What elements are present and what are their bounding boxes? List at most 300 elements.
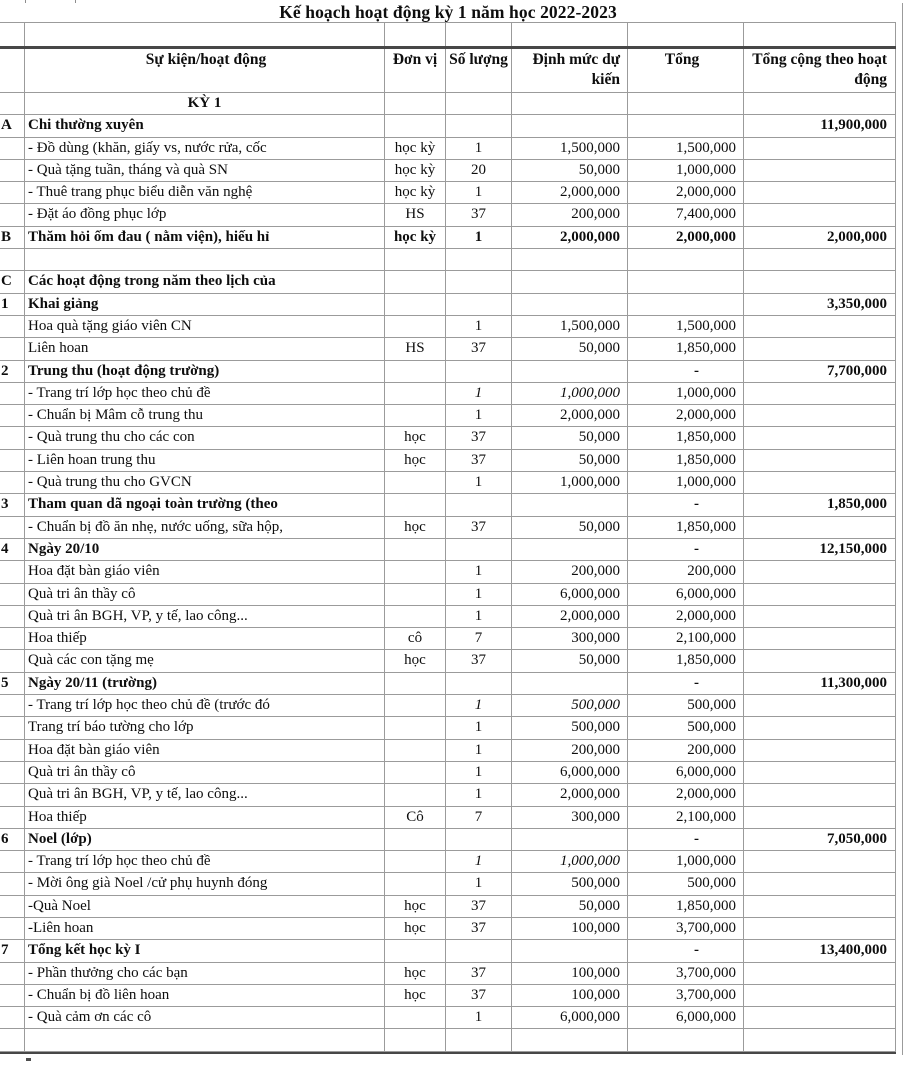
total-cell[interactable] <box>628 1029 744 1050</box>
spreadsheet-cell[interactable] <box>446 23 512 46</box>
quantity-cell[interactable]: 37 <box>446 204 512 225</box>
rate-cell[interactable]: 2,000,000 <box>512 606 628 627</box>
activity-total-cell[interactable] <box>744 963 896 984</box>
unit-cell[interactable] <box>385 762 446 783</box>
activity-cell[interactable]: Chi thường xuyên <box>25 115 385 136</box>
activity-total-cell[interactable] <box>744 271 896 292</box>
unit-cell[interactable] <box>385 740 446 761</box>
quantity-cell[interactable] <box>446 294 512 315</box>
unit-cell[interactable] <box>385 606 446 627</box>
rate-cell[interactable]: 1,000,000 <box>512 472 628 493</box>
row-id-cell[interactable] <box>0 985 25 1006</box>
activity-cell[interactable]: Quà tri ân BGH, VP, y tế, lao công... <box>25 606 385 627</box>
activity-cell[interactable]: - Chuẩn bị đồ ăn nhẹ, nước uống, sữa hộp, <box>25 517 385 538</box>
total-cell[interactable]: 3,700,000 <box>628 963 744 984</box>
row-id-cell[interactable] <box>0 1029 25 1050</box>
row-id-cell[interactable]: 7 <box>0 940 25 961</box>
unit-cell[interactable]: học <box>385 427 446 448</box>
activity-total-cell[interactable]: 11,300,000 <box>744 673 896 694</box>
activity-cell[interactable]: Tham quan dã ngoại toàn trường (theo <box>25 494 385 515</box>
activity-cell[interactable]: Tổng kết học kỳ I <box>25 940 385 961</box>
row-id-cell[interactable] <box>0 717 25 738</box>
quantity-cell[interactable]: 37 <box>446 338 512 359</box>
total-cell[interactable]: 200,000 <box>628 561 744 582</box>
row-id-cell[interactable] <box>0 628 25 649</box>
row-id-cell[interactable]: 2 <box>0 361 25 382</box>
activity-total-cell[interactable] <box>744 918 896 939</box>
total-cell[interactable]: - <box>628 494 744 515</box>
quantity-cell[interactable] <box>446 673 512 694</box>
unit-cell[interactable]: học kỳ <box>385 160 446 181</box>
rate-cell[interactable]: 50,000 <box>512 517 628 538</box>
unit-cell[interactable] <box>385 940 446 961</box>
quantity-cell[interactable]: 1 <box>446 227 512 248</box>
row-id-cell[interactable] <box>0 405 25 426</box>
quantity-cell[interactable]: 37 <box>446 450 512 471</box>
rate-cell[interactable]: 1,500,000 <box>512 138 628 159</box>
rate-cell[interactable]: 200,000 <box>512 561 628 582</box>
activity-cell[interactable]: Quà tri ân thầy cô <box>25 584 385 605</box>
total-cell[interactable] <box>628 294 744 315</box>
rate-cell[interactable]: 300,000 <box>512 807 628 828</box>
activity-cell[interactable]: Hoa thiếp <box>25 628 385 649</box>
quantity-cell[interactable]: 37 <box>446 985 512 1006</box>
total-cell[interactable]: 1,000,000 <box>628 851 744 872</box>
rate-cell[interactable]: 50,000 <box>512 896 628 917</box>
total-cell[interactable]: 6,000,000 <box>628 584 744 605</box>
header-rate-cell[interactable]: Định mức dự kiến <box>512 49 628 93</box>
row-id-cell[interactable]: 3 <box>0 494 25 515</box>
total-cell[interactable]: 7,400,000 <box>628 204 744 225</box>
spreadsheet-cell[interactable] <box>25 23 385 46</box>
activity-cell[interactable]: Khai giảng <box>25 294 385 315</box>
total-cell[interactable] <box>628 271 744 292</box>
unit-cell[interactable] <box>385 784 446 805</box>
row-id-cell[interactable]: 1 <box>0 294 25 315</box>
header-total-cell[interactable]: Tổng <box>628 49 744 93</box>
total-cell[interactable]: 6,000,000 <box>628 1007 744 1028</box>
total-cell[interactable]: - <box>628 361 744 382</box>
activity-total-cell[interactable] <box>744 606 896 627</box>
row-id-cell[interactable] <box>0 762 25 783</box>
row-id-cell[interactable] <box>0 784 25 805</box>
quantity-cell[interactable]: 1 <box>446 383 512 404</box>
total-cell[interactable]: 2,000,000 <box>628 606 744 627</box>
activity-cell[interactable] <box>25 249 385 270</box>
rate-cell[interactable] <box>512 294 628 315</box>
activity-total-cell[interactable] <box>744 628 896 649</box>
row-id-cell[interactable] <box>0 338 25 359</box>
unit-cell[interactable]: học <box>385 517 446 538</box>
rate-cell[interactable] <box>512 271 628 292</box>
activity-total-cell[interactable]: 7,700,000 <box>744 361 896 382</box>
rate-cell[interactable] <box>512 115 628 136</box>
activity-total-cell[interactable] <box>744 561 896 582</box>
rate-cell[interactable] <box>512 829 628 850</box>
total-cell[interactable]: 2,100,000 <box>628 807 744 828</box>
unit-cell[interactable] <box>385 695 446 716</box>
row-id-cell[interactable]: C <box>0 271 25 292</box>
total-cell[interactable]: 1,000,000 <box>628 383 744 404</box>
unit-cell[interactable] <box>385 249 446 270</box>
total-cell[interactable]: 1,850,000 <box>628 650 744 671</box>
row-id-cell[interactable] <box>0 896 25 917</box>
row-id-cell[interactable] <box>0 918 25 939</box>
activity-total-cell[interactable] <box>744 584 896 605</box>
activity-cell[interactable]: - Quà cảm ơn các cô <box>25 1007 385 1028</box>
unit-cell[interactable] <box>385 829 446 850</box>
rate-cell[interactable]: 500,000 <box>512 873 628 894</box>
total-cell[interactable]: 500,000 <box>628 873 744 894</box>
activity-cell[interactable]: KỲ 1 <box>25 93 385 114</box>
quantity-cell[interactable]: 1 <box>446 138 512 159</box>
quantity-cell[interactable] <box>446 115 512 136</box>
spreadsheet-cell[interactable] <box>385 23 446 46</box>
quantity-cell[interactable]: 1 <box>446 762 512 783</box>
unit-cell[interactable] <box>385 717 446 738</box>
rate-cell[interactable]: 100,000 <box>512 985 628 1006</box>
total-cell[interactable]: 1,000,000 <box>628 472 744 493</box>
total-cell[interactable] <box>628 115 744 136</box>
activity-total-cell[interactable] <box>744 405 896 426</box>
activity-total-cell[interactable]: 11,900,000 <box>744 115 896 136</box>
activity-total-cell[interactable] <box>744 383 896 404</box>
unit-cell[interactable] <box>385 561 446 582</box>
row-id-cell[interactable] <box>0 561 25 582</box>
unit-cell[interactable] <box>385 673 446 694</box>
header-unit-cell[interactable]: Đơn vị <box>385 49 446 93</box>
total-cell[interactable]: 2,000,000 <box>628 227 744 248</box>
spreadsheet-cell[interactable] <box>0 23 25 46</box>
activity-cell[interactable]: - Chuẩn bị đồ liên hoan <box>25 985 385 1006</box>
rate-cell[interactable]: 2,000,000 <box>512 784 628 805</box>
row-id-cell[interactable]: B <box>0 227 25 248</box>
quantity-cell[interactable] <box>446 829 512 850</box>
row-id-cell[interactable] <box>0 427 25 448</box>
unit-cell[interactable]: HS <box>385 338 446 359</box>
unit-cell[interactable] <box>385 1029 446 1050</box>
quantity-cell[interactable]: 37 <box>446 650 512 671</box>
activity-total-cell[interactable] <box>744 717 896 738</box>
activity-cell[interactable]: Ngày 20/10 <box>25 539 385 560</box>
total-cell[interactable]: 500,000 <box>628 695 744 716</box>
activity-cell[interactable]: - Quà trung thu cho các con <box>25 427 385 448</box>
total-cell[interactable]: 500,000 <box>628 717 744 738</box>
header-quantity-cell[interactable]: Số lượng <box>446 49 512 93</box>
activity-cell[interactable]: - Phần thưởng cho các bạn <box>25 963 385 984</box>
unit-cell[interactable]: HS <box>385 204 446 225</box>
row-id-cell[interactable] <box>0 963 25 984</box>
activity-total-cell[interactable] <box>744 695 896 716</box>
total-cell[interactable]: 1,850,000 <box>628 450 744 471</box>
quantity-cell[interactable]: 1 <box>446 695 512 716</box>
unit-cell[interactable] <box>385 361 446 382</box>
spreadsheet-cell[interactable] <box>628 23 744 46</box>
unit-cell[interactable]: học <box>385 650 446 671</box>
rate-cell[interactable]: 200,000 <box>512 740 628 761</box>
activity-total-cell[interactable]: 7,050,000 <box>744 829 896 850</box>
quantity-cell[interactable]: 37 <box>446 896 512 917</box>
quantity-cell[interactable] <box>446 1029 512 1050</box>
activity-cell[interactable]: -Liên hoan <box>25 918 385 939</box>
quantity-cell[interactable]: 37 <box>446 918 512 939</box>
quantity-cell[interactable]: 1 <box>446 606 512 627</box>
rate-cell[interactable]: 300,000 <box>512 628 628 649</box>
activity-total-cell[interactable] <box>744 204 896 225</box>
rate-cell[interactable]: 100,000 <box>512 963 628 984</box>
activity-cell[interactable]: Noel (lớp) <box>25 829 385 850</box>
total-cell[interactable]: 2,000,000 <box>628 405 744 426</box>
rate-cell[interactable]: 1,500,000 <box>512 316 628 337</box>
quantity-cell[interactable]: 7 <box>446 628 512 649</box>
row-id-cell[interactable] <box>0 650 25 671</box>
unit-cell[interactable] <box>385 115 446 136</box>
row-id-cell[interactable] <box>0 740 25 761</box>
rate-cell[interactable] <box>512 93 628 114</box>
rate-cell[interactable]: 2,000,000 <box>512 227 628 248</box>
row-id-cell[interactable] <box>0 204 25 225</box>
unit-cell[interactable]: cô <box>385 628 446 649</box>
unit-cell[interactable] <box>385 93 446 114</box>
quantity-cell[interactable]: 1 <box>446 584 512 605</box>
activity-cell[interactable]: - Quà tặng tuần, tháng và quà SN <box>25 160 385 181</box>
rate-cell[interactable] <box>512 673 628 694</box>
total-cell[interactable]: - <box>628 940 744 961</box>
unit-cell[interactable] <box>385 539 446 560</box>
total-cell[interactable]: 2,000,000 <box>628 784 744 805</box>
quantity-cell[interactable]: 1 <box>446 1007 512 1028</box>
rate-cell[interactable]: 50,000 <box>512 338 628 359</box>
row-id-cell[interactable] <box>0 807 25 828</box>
rate-cell[interactable] <box>512 940 628 961</box>
activity-cell[interactable]: - Thuê trang phục biểu diễn văn nghệ <box>25 182 385 203</box>
activity-total-cell[interactable] <box>744 1029 896 1050</box>
activity-total-cell[interactable] <box>744 249 896 270</box>
rate-cell[interactable]: 1,000,000 <box>512 383 628 404</box>
unit-cell[interactable]: học <box>385 450 446 471</box>
quantity-cell[interactable]: 37 <box>446 517 512 538</box>
activity-cell[interactable]: - Trang trí lớp học theo chủ đề <box>25 383 385 404</box>
row-id-cell[interactable] <box>0 383 25 404</box>
activity-cell[interactable]: Liên hoan <box>25 338 385 359</box>
unit-cell[interactable]: học <box>385 918 446 939</box>
total-cell[interactable]: 2,100,000 <box>628 628 744 649</box>
activity-total-cell[interactable]: 3,350,000 <box>744 294 896 315</box>
rate-cell[interactable]: 6,000,000 <box>512 584 628 605</box>
activity-total-cell[interactable] <box>744 762 896 783</box>
unit-cell[interactable] <box>385 271 446 292</box>
unit-cell[interactable] <box>385 584 446 605</box>
activity-cell[interactable]: Quà tri ân thầy cô <box>25 762 385 783</box>
row-id-cell[interactable] <box>0 873 25 894</box>
activity-cell[interactable]: Các hoạt động trong năm theo lịch của <box>25 271 385 292</box>
quantity-cell[interactable]: 1 <box>446 405 512 426</box>
activity-cell[interactable]: Hoa quà tặng giáo viên CN <box>25 316 385 337</box>
unit-cell[interactable]: Cô <box>385 807 446 828</box>
row-id-cell[interactable] <box>0 160 25 181</box>
row-id-cell[interactable]: 4 <box>0 539 25 560</box>
quantity-cell[interactable] <box>446 361 512 382</box>
row-id-cell[interactable]: 5 <box>0 673 25 694</box>
quantity-cell[interactable] <box>446 539 512 560</box>
rate-cell[interactable]: 6,000,000 <box>512 762 628 783</box>
quantity-cell[interactable] <box>446 93 512 114</box>
quantity-cell[interactable]: 1 <box>446 851 512 872</box>
unit-cell[interactable] <box>385 494 446 515</box>
activity-cell[interactable]: Trung thu (hoạt động trường) <box>25 361 385 382</box>
total-cell[interactable]: - <box>628 539 744 560</box>
row-id-cell[interactable] <box>0 584 25 605</box>
quantity-cell[interactable]: 20 <box>446 160 512 181</box>
total-cell[interactable] <box>628 93 744 114</box>
total-cell[interactable]: 3,700,000 <box>628 918 744 939</box>
row-id-cell[interactable] <box>0 472 25 493</box>
rate-cell[interactable] <box>512 249 628 270</box>
total-cell[interactable]: 2,000,000 <box>628 182 744 203</box>
row-id-cell[interactable] <box>0 606 25 627</box>
activity-cell[interactable]: Quà tri ân BGH, VP, y tế, lao công... <box>25 784 385 805</box>
spreadsheet-cell[interactable] <box>512 23 628 46</box>
activity-total-cell[interactable] <box>744 851 896 872</box>
unit-cell[interactable]: học <box>385 896 446 917</box>
activity-cell[interactable]: - Đặt áo đồng phục lớp <box>25 204 385 225</box>
row-id-cell[interactable]: A <box>0 115 25 136</box>
header-rowid-cell[interactable] <box>0 49 25 93</box>
unit-cell[interactable] <box>385 851 446 872</box>
activity-total-cell[interactable] <box>744 427 896 448</box>
activity-total-cell[interactable] <box>744 182 896 203</box>
total-cell[interactable]: 1,850,000 <box>628 427 744 448</box>
unit-cell[interactable] <box>385 1007 446 1028</box>
quantity-cell[interactable]: 1 <box>446 316 512 337</box>
unit-cell[interactable]: học kỳ <box>385 227 446 248</box>
total-cell[interactable]: 1,500,000 <box>628 138 744 159</box>
activity-total-cell[interactable] <box>744 138 896 159</box>
total-cell[interactable]: 1,850,000 <box>628 517 744 538</box>
unit-cell[interactable] <box>385 316 446 337</box>
quantity-cell[interactable] <box>446 271 512 292</box>
activity-total-cell[interactable] <box>744 160 896 181</box>
row-id-cell[interactable] <box>0 1007 25 1028</box>
activity-total-cell[interactable] <box>744 472 896 493</box>
row-id-cell[interactable] <box>0 182 25 203</box>
activity-cell[interactable]: - Liên hoan trung thu <box>25 450 385 471</box>
row-id-cell[interactable] <box>0 450 25 471</box>
rate-cell[interactable]: 2,000,000 <box>512 182 628 203</box>
row-id-cell[interactable] <box>0 138 25 159</box>
header-activity-cell[interactable]: Sự kiện/hoạt động <box>25 49 385 93</box>
activity-total-cell[interactable] <box>744 807 896 828</box>
rate-cell[interactable] <box>512 539 628 560</box>
activity-total-cell[interactable]: 2,000,000 <box>744 227 896 248</box>
total-cell[interactable]: 6,000,000 <box>628 762 744 783</box>
quantity-cell[interactable] <box>446 494 512 515</box>
row-id-cell[interactable] <box>0 695 25 716</box>
unit-cell[interactable] <box>385 873 446 894</box>
activity-total-cell[interactable] <box>744 450 896 471</box>
quantity-cell[interactable]: 1 <box>446 472 512 493</box>
unit-cell[interactable] <box>385 472 446 493</box>
row-id-cell[interactable] <box>0 316 25 337</box>
activity-total-cell[interactable] <box>744 1007 896 1028</box>
quantity-cell[interactable]: 1 <box>446 740 512 761</box>
quantity-cell[interactable]: 1 <box>446 873 512 894</box>
activity-total-cell[interactable] <box>744 650 896 671</box>
activity-total-cell[interactable] <box>744 93 896 114</box>
quantity-cell[interactable] <box>446 940 512 961</box>
activity-cell[interactable]: Hoa thiếp <box>25 807 385 828</box>
row-id-cell[interactable] <box>0 93 25 114</box>
total-cell[interactable]: 200,000 <box>628 740 744 761</box>
rate-cell[interactable]: 500,000 <box>512 695 628 716</box>
rate-cell[interactable]: 50,000 <box>512 650 628 671</box>
unit-cell[interactable] <box>385 405 446 426</box>
rate-cell[interactable] <box>512 361 628 382</box>
rate-cell[interactable]: 200,000 <box>512 204 628 225</box>
total-cell[interactable]: - <box>628 673 744 694</box>
activity-cell[interactable]: - Mời ông già Noel /cử phụ huynh đóng <box>25 873 385 894</box>
rate-cell[interactable]: 50,000 <box>512 427 628 448</box>
unit-cell[interactable] <box>385 383 446 404</box>
activity-total-cell[interactable] <box>744 517 896 538</box>
total-cell[interactable]: 1,850,000 <box>628 338 744 359</box>
rate-cell[interactable]: 6,000,000 <box>512 1007 628 1028</box>
row-id-cell[interactable] <box>0 249 25 270</box>
activity-cell[interactable]: - Đồ dùng (khăn, giấy vs, nước rửa, cốc <box>25 138 385 159</box>
activity-cell[interactable] <box>25 1029 385 1050</box>
sheet-title-cell[interactable] <box>0 3 896 23</box>
unit-cell[interactable]: học kỳ <box>385 138 446 159</box>
quantity-cell[interactable]: 1 <box>446 784 512 805</box>
activity-cell[interactable]: - Quà trung thu cho GVCN <box>25 472 385 493</box>
total-cell[interactable]: - <box>628 829 744 850</box>
activity-total-cell[interactable] <box>744 316 896 337</box>
rate-cell[interactable] <box>512 1029 628 1050</box>
activity-total-cell[interactable]: 12,150,000 <box>744 539 896 560</box>
activity-cell[interactable]: - Chuẩn bị Mâm cỗ trung thu <box>25 405 385 426</box>
unit-cell[interactable]: học kỳ <box>385 182 446 203</box>
activity-cell[interactable]: Thăm hỏi ốm đau ( nằm viện), hiếu hỉ <box>25 227 385 248</box>
activity-cell[interactable]: Hoa đặt bàn giáo viên <box>25 740 385 761</box>
quantity-cell[interactable]: 37 <box>446 427 512 448</box>
quantity-cell[interactable]: 1 <box>446 717 512 738</box>
total-cell[interactable] <box>628 249 744 270</box>
activity-cell[interactable]: -Quà Noel <box>25 896 385 917</box>
quantity-cell[interactable]: 1 <box>446 561 512 582</box>
quantity-cell[interactable] <box>446 249 512 270</box>
unit-cell[interactable] <box>385 294 446 315</box>
quantity-cell[interactable]: 37 <box>446 963 512 984</box>
spreadsheet-cell[interactable] <box>744 23 896 46</box>
activity-total-cell[interactable] <box>744 338 896 359</box>
activity-total-cell[interactable]: 13,400,000 <box>744 940 896 961</box>
activity-cell[interactable]: Hoa đặt bàn giáo viên <box>25 561 385 582</box>
unit-cell[interactable]: học <box>385 985 446 1006</box>
total-cell[interactable]: 3,700,000 <box>628 985 744 1006</box>
activity-cell[interactable]: - Trang trí lớp học theo chủ đề (trước đó <box>25 695 385 716</box>
activity-total-cell[interactable] <box>744 985 896 1006</box>
total-cell[interactable]: 1,000,000 <box>628 160 744 181</box>
rate-cell[interactable]: 1,000,000 <box>512 851 628 872</box>
activity-cell[interactable]: Trang trí báo tường cho lớp <box>25 717 385 738</box>
activity-total-cell[interactable] <box>744 873 896 894</box>
activity-cell[interactable]: - Trang trí lớp học theo chủ đề <box>25 851 385 872</box>
rate-cell[interactable]: 50,000 <box>512 160 628 181</box>
quantity-cell[interactable]: 7 <box>446 807 512 828</box>
activity-total-cell[interactable]: 1,850,000 <box>744 494 896 515</box>
activity-total-cell[interactable] <box>744 896 896 917</box>
total-cell[interactable]: 1,850,000 <box>628 896 744 917</box>
